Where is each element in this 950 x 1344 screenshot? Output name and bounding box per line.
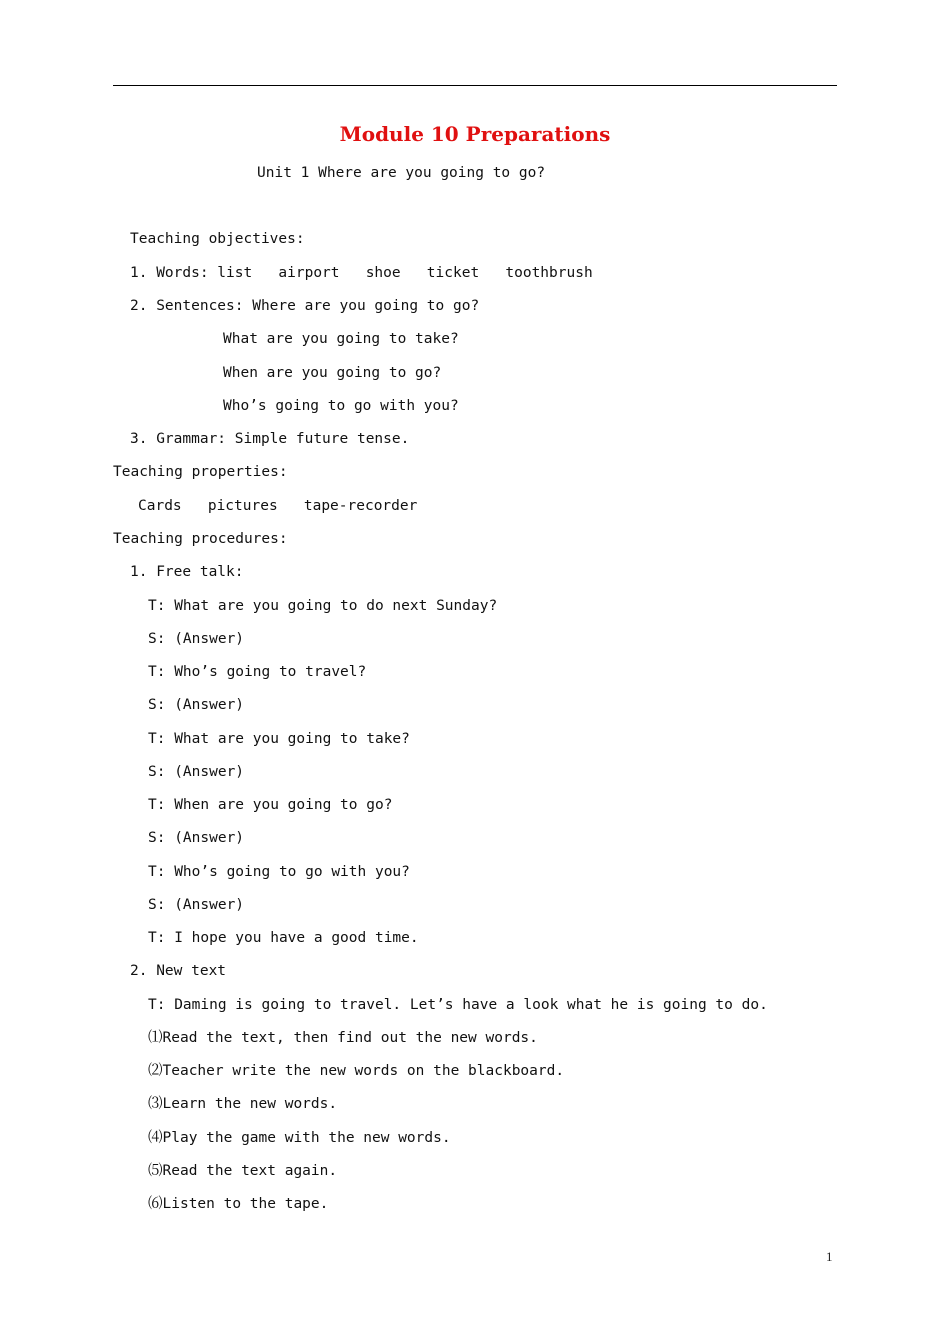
new-text-step: ⑴Read the text, then find out the new words. [148, 1030, 538, 1046]
dialogue-line: T: What are you going to do next Sunday? [148, 598, 498, 614]
dialogue-line: T: What are you going to take? [148, 731, 410, 747]
new-text-heading: 2. New text [130, 963, 227, 979]
free-talk-heading: 1. Free talk: [130, 564, 244, 580]
dialogue-line: S: (Answer) [148, 631, 245, 647]
new-text-step: ⑹Listen to the tape. [148, 1196, 329, 1212]
objective-sentence: Who’s going to go with you? [223, 398, 459, 414]
objective-grammar: 3. Grammar: Simple future tense. [130, 431, 410, 447]
dialogue-line: S: (Answer) [148, 830, 245, 846]
objective-sentence: When are you going to go? [223, 365, 442, 381]
dialogue-line: T: I hope you have a good time. [148, 930, 419, 946]
new-text-intro: T: Daming is going to travel. Let’s have a look what he is going to do. [148, 997, 768, 1013]
page-number: 1 [826, 1249, 833, 1264]
new-text-step: ⑶Learn the new words. [148, 1096, 338, 1112]
dialogue-line: T: When are you going to go? [148, 797, 393, 813]
objectives-heading: Teaching objectives: [130, 231, 305, 247]
dialogue-line: S: (Answer) [148, 764, 245, 780]
new-text-step: ⑸Read the text again. [148, 1163, 338, 1179]
dialogue-line: S: (Answer) [148, 897, 245, 913]
new-text-step: ⑷Play the game with the new words. [148, 1130, 451, 1146]
dialogue-line: T: Who’s going to go with you? [148, 864, 410, 880]
objective-words: 1. Words: list airport shoe ticket toothbrush [130, 265, 593, 281]
objective-sentence: 2. Sentences: Where are you going to go? [130, 298, 480, 314]
new-text-step: ⑵Teacher write the new words on the blackboard. [148, 1063, 565, 1079]
unit-subtitle: Unit 1 Where are you going to go? [257, 165, 546, 181]
dialogue-line: S: (Answer) [148, 697, 245, 713]
procedures-heading: Teaching procedures: [113, 531, 288, 547]
properties-items: Cards pictures tape-recorder [138, 498, 418, 514]
objective-sentence: What are you going to take? [223, 331, 459, 347]
properties-heading: Teaching properties: [113, 464, 288, 480]
page-title: Module 10 Preparations [339, 122, 611, 146]
header-rule [113, 85, 837, 86]
dialogue-line: T: Who’s going to travel? [148, 664, 367, 680]
